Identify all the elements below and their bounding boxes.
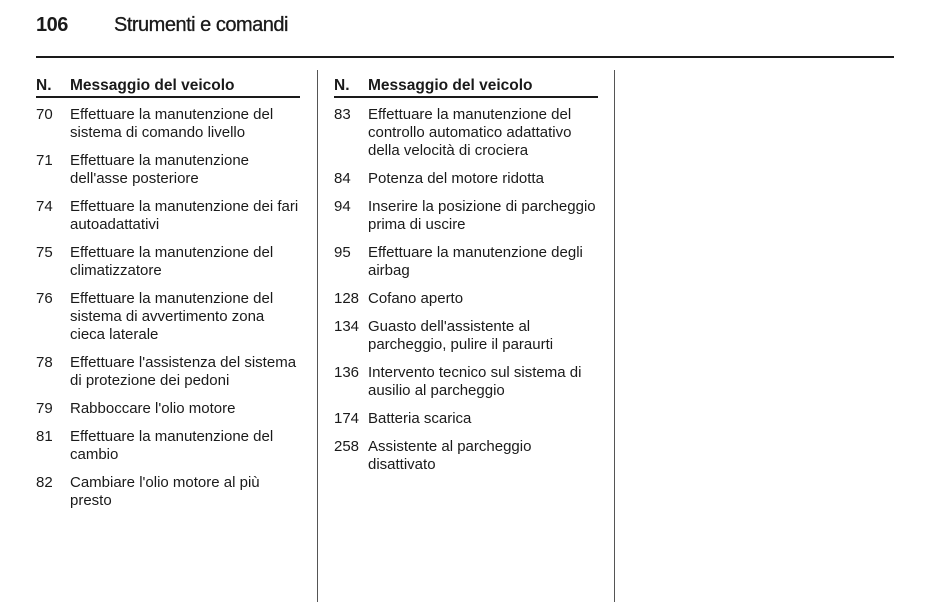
table-row [334,290,598,308]
message-number: 174 [334,410,360,427]
message-text: Guasto dell'assistente al parcheggio, pulire il paraurti [368,318,554,353]
table-header [334,76,598,98]
message-table-left [36,76,300,520]
message-table-right [334,76,598,484]
column-divider [317,70,318,602]
table-row [334,198,598,234]
message-text: Effettuare l'assistenza del sistema di protezione dei pedoni [70,354,297,389]
message-text: Effettuare la manutenzione dell'asse posteriore [70,152,250,187]
table-header [36,76,300,98]
message-text: Batteria scarica [368,410,472,427]
chapter-title: Strumenti e comandi [114,14,288,36]
table-row [36,474,300,510]
message-text: Intervento tecnico sul sistema di ausilio al parcheggio [368,364,582,399]
message-number: 81 [36,428,53,445]
page-header [36,14,896,42]
message-text: Effettuare la manutenzione del climatizzatore [70,244,274,279]
table-row [36,428,300,464]
table-row [36,198,300,234]
column-divider [614,70,615,602]
table-row [334,438,598,474]
table-row [334,410,598,428]
table-row [36,400,300,418]
message-text: Cambiare l'olio motore al più presto [70,474,260,509]
page-number: 106 [36,14,68,36]
table-row [36,244,300,280]
message-text: Effettuare la manutenzione degli airbag [368,244,583,279]
table-row [36,106,300,142]
table-row [36,290,300,344]
message-text: Rabboccare l'olio motore [70,400,236,417]
message-number: 84 [334,170,351,187]
message-number: 71 [36,152,53,169]
table-body [36,106,300,510]
message-number: 74 [36,198,53,215]
message-number: 79 [36,400,53,417]
message-number: 83 [334,106,351,123]
message-text: Effettuare la manutenzione del cambio [70,428,274,463]
table-row [334,106,598,160]
column-header-message: Messaggio del veicolo [368,77,533,94]
message-number: 76 [36,290,53,307]
table-row [36,152,300,188]
message-number: 128 [334,290,360,307]
column-header-message: Messaggio del veicolo [70,77,235,94]
column-header-number: N. [334,77,350,94]
table-row [334,364,598,400]
message-text: Effettuare la manutenzione dei fari autoadattativi [70,198,299,233]
message-text: Inserire la posizione di parcheggio prima di uscire [368,198,596,233]
message-number: 95 [334,244,351,261]
message-number: 136 [334,364,360,381]
table-row [36,354,300,390]
message-text: Effettuare la manutenzione del sistema di avvertimento zona cieca laterale [70,290,274,343]
message-number: 78 [36,354,53,371]
table-body [334,106,598,474]
table-row [334,170,598,188]
message-number: 94 [334,198,351,215]
message-number: 75 [36,244,53,261]
message-text: Effettuare la manutenzione del sistema di comando livello [70,106,274,141]
message-number: 82 [36,474,53,491]
column-header-number: N. [36,77,52,94]
message-text: Assistente al parcheggio disattivato [368,438,532,473]
message-text: Potenza del motore ridotta [368,170,544,187]
header-divider [36,56,894,58]
message-number: 134 [334,318,360,335]
message-text: Effettuare la manutenzione del controllo automatico adattativo della velocità di crociera [368,106,572,159]
table-row [334,244,598,280]
message-number: 70 [36,106,53,123]
message-number: 258 [334,438,360,455]
message-text: Cofano aperto [368,290,464,307]
table-row [334,318,598,354]
